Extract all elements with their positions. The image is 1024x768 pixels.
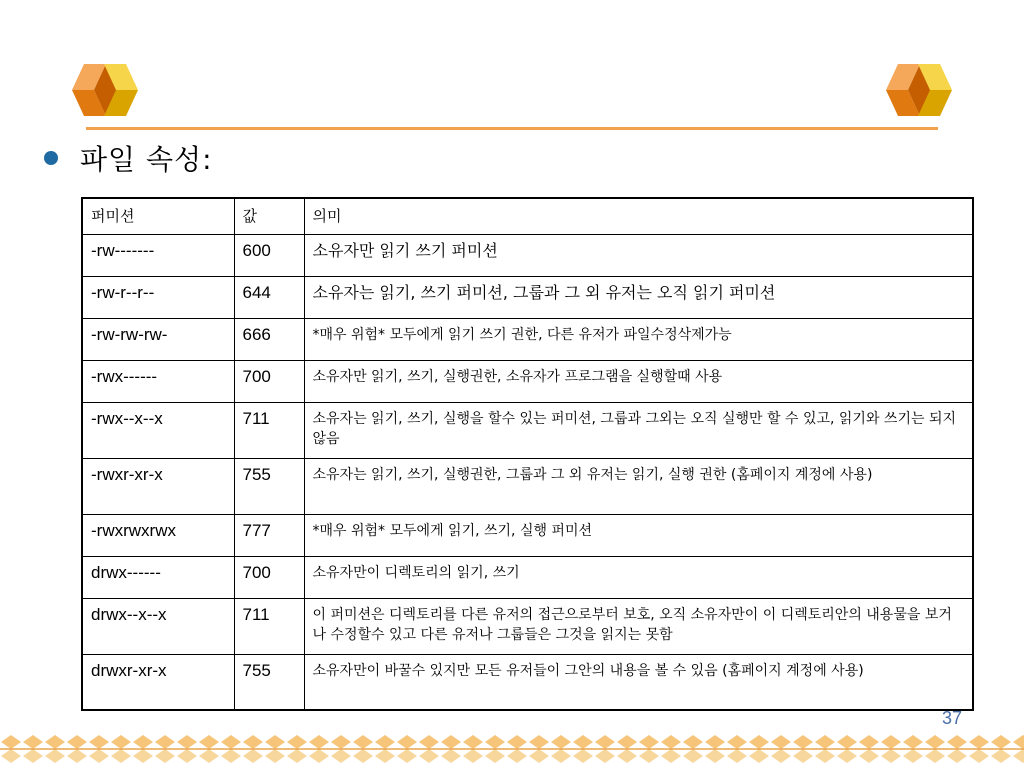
table-row <box>82 402 973 458</box>
meaning-cell: 소유자만 읽기 쓰기 퍼미션 <box>304 234 973 276</box>
decorative-cubes-left-icon <box>66 60 138 120</box>
meaning-cell: 소유자만이 바꿀수 있지만 모든 유저들이 그안의 내용을 볼 수 있음 (홈페이지 계정에 사용) <box>304 654 973 710</box>
meaning-cell: 소유자는 읽기, 쓰기 퍼미션, 그룹과 그 외 유저는 오직 읽기 퍼미션 <box>304 276 973 318</box>
value-cell: 755 <box>234 458 304 514</box>
value-cell: 644 <box>234 276 304 318</box>
permission-cell: -rw-rw-rw- <box>82 318 234 360</box>
permission-cell: drwxr-xr-x <box>82 654 234 710</box>
permission-cell: -rw-r--r-- <box>82 276 234 318</box>
permission-cell: drwx------ <box>82 556 234 598</box>
table-row <box>82 654 973 710</box>
permission-cell: drwx--x--x <box>82 598 234 654</box>
table-row <box>82 360 973 402</box>
permission-cell: -rwx--x--x <box>82 402 234 458</box>
page-number: 37 <box>941 708 962 728</box>
value-cell: 666 <box>234 318 304 360</box>
table-row <box>82 318 973 360</box>
table-row <box>82 458 973 514</box>
header-meaning: 의미 <box>304 198 973 234</box>
footer-diamond-pattern-icon <box>0 734 1024 764</box>
value-cell: 700 <box>234 556 304 598</box>
header-rule <box>86 127 938 130</box>
meaning-cell: 소유자는 읽기, 쓰기, 실행권한, 그룹과 그 외 유저는 읽기, 실행 권한 (홈페이지 계정에 사용) <box>304 458 973 514</box>
value-cell: 711 <box>234 402 304 458</box>
permission-cell: -rwxr-xr-x <box>82 458 234 514</box>
table-row <box>82 234 973 276</box>
meaning-cell: 소유자만이 디렉토리의 읽기, 쓰기 <box>304 556 973 598</box>
permission-cell: -rwxrwxrwx <box>82 514 234 556</box>
meaning-cell: *매우 위험* 모두에게 읽기, 쓰기, 실행 퍼미션 <box>304 514 973 556</box>
meaning-cell: 이 퍼미션은 디렉토리를 다른 유저의 접근으로부터 보호, 오직 소유자만이 이 디렉토리안의 내용물을 보거나 수정할수 있고 다른 유저나 그룹들은 그것을 읽지는 못함 <box>304 598 973 654</box>
value-cell: 711 <box>234 598 304 654</box>
decorative-cubes-right-icon <box>880 60 952 120</box>
title-row <box>44 138 213 178</box>
slide-title: 파일 속성: <box>80 143 213 176</box>
meaning-cell: 소유자만 읽기, 쓰기, 실행권한, 소유자가 프로그램을 실행할때 사용 <box>304 360 973 402</box>
meaning-cell: 소유자는 읽기, 쓰기, 실행을 할수 있는 퍼미션, 그룹과 그외는 오직 실행만 할 수 있고, 읽기와 쓰기는 되지 않음 <box>304 402 973 458</box>
table-row <box>82 598 973 654</box>
table-header-row <box>82 198 973 234</box>
table-row <box>82 276 973 318</box>
table-row <box>82 556 973 598</box>
value-cell: 700 <box>234 360 304 402</box>
permission-table <box>81 197 974 711</box>
value-cell: 777 <box>234 514 304 556</box>
permission-cell: -rw------- <box>82 234 234 276</box>
permission-cell: -rwx------ <box>82 360 234 402</box>
bullet-icon <box>44 151 58 165</box>
meaning-cell: *매우 위험* 모두에게 읽기 쓰기 권한, 다른 유저가 파일수정삭제가능 <box>304 318 973 360</box>
value-cell: 755 <box>234 654 304 710</box>
table-row <box>82 514 973 556</box>
header-value: 값 <box>234 198 304 234</box>
header-permission: 퍼미션 <box>82 198 234 234</box>
value-cell: 600 <box>234 234 304 276</box>
